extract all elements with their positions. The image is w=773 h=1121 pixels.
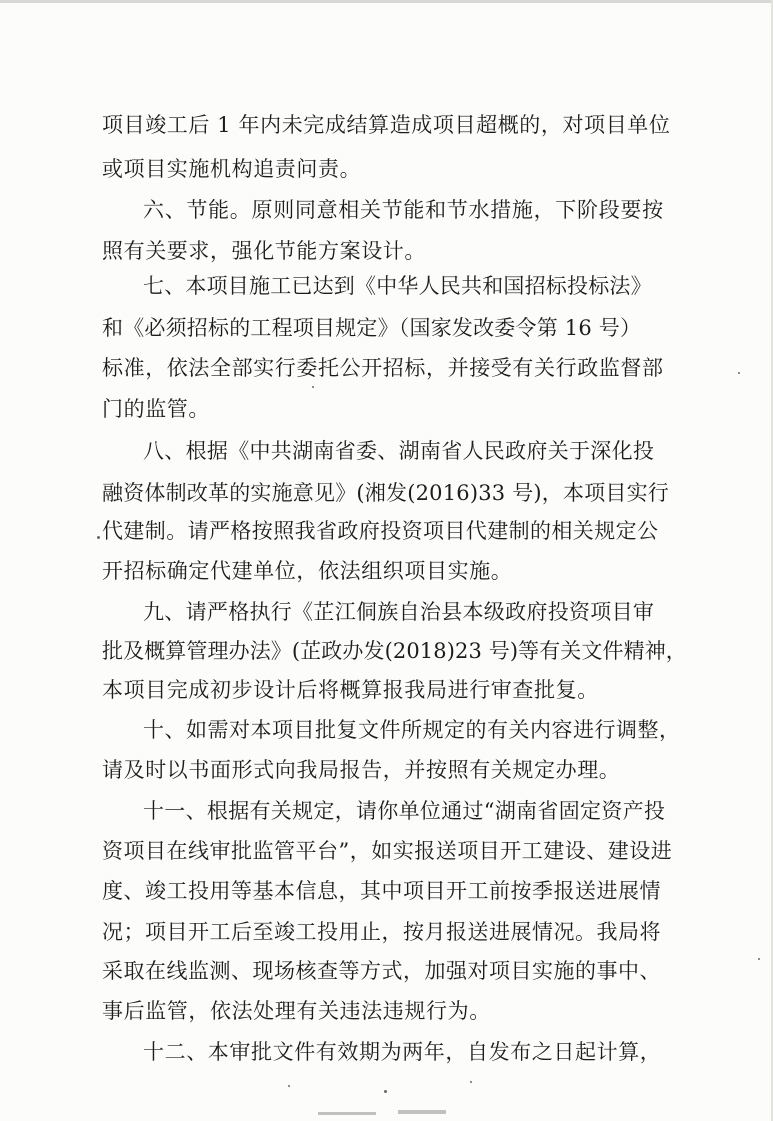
scan-speck	[97, 536, 100, 539]
scan-top-edge	[0, 0, 773, 3]
text-line: 和《必须招标的工程项目规定》（国家发改委令第 16 号）	[102, 316, 642, 340]
text-line: 资项目在线审批监管平台”，如实报送项目开工建设、建设进	[102, 839, 673, 863]
text-line: 开招标确定代建单位，依法组织项目实施。	[102, 559, 513, 583]
text-line: 融资体制改革的实施意见》(湘发(2016)33 号)，本项目实行	[102, 481, 670, 505]
text-line: 请及时以书面形式向我局报告，并按照有关规定办理。	[102, 758, 621, 782]
text-line: 项目竣工后 1 年内未完成结算造成项目超概的，对项目单位	[102, 113, 671, 137]
scan-speck	[384, 1090, 387, 1093]
scan-speck	[738, 372, 740, 374]
scan-speck	[312, 386, 314, 388]
text-line: 十二、本审批文件有效期为两年，自发布之日起计算，	[143, 1040, 662, 1064]
text-line: 门的监管。	[102, 397, 210, 421]
text-line: 或项目实施机构追责问责。	[102, 157, 362, 181]
scan-smudge	[398, 1110, 446, 1114]
text-line: 度、竣工投用等基本信息，其中项目开工前按季报送进展情	[102, 879, 661, 903]
text-line: 十、如需对本项目批复文件所规定的有关内容进行调整，	[143, 718, 681, 742]
text-line: 照有关要求，强化节能方案设计。	[102, 239, 426, 263]
scan-smudge	[318, 1112, 376, 1115]
text-line: 本项目完成初步设计后将概算报我局进行审查批复。	[102, 678, 599, 702]
text-line: 事后监管，依法处理有关违法违规行为。	[102, 999, 491, 1023]
scan-speck	[288, 1085, 290, 1087]
text-line: 代建制。请严格按照我省政府投资项目代建制的相关规定公	[102, 519, 659, 543]
scan-speck	[470, 1081, 472, 1083]
text-line: 批及概算管理办法》(芷政办发(2018)23 号)等有关文件精神，	[102, 639, 687, 663]
text-line: 十一、根据有关规定，请你单位通过“湖南省固定资产投	[143, 799, 666, 823]
text-line: 采取在线监测、现场核查等方式，加强对项目实施的事中、	[102, 959, 661, 983]
text-line: 七、本项目施工已达到《中华人民共和国招标投标法》	[143, 274, 652, 298]
text-line: 九、请严格执行《芷江侗族自治县本级政府投资项目审	[143, 600, 655, 624]
text-line: 况；项目开工后至竣工投用止，按月报送进展情况。我局将	[102, 920, 661, 944]
scan-speck	[758, 958, 760, 960]
text-line: 标准，依法全部实行委托公开招标，并接受有关行政监督部	[102, 356, 664, 380]
text-line: 六、节能。原则同意相关节能和节水措施，下阶段要按	[143, 198, 664, 222]
text-line: 八、根据《中共湖南省委、湖南省人民政府关于深化投	[143, 439, 655, 463]
